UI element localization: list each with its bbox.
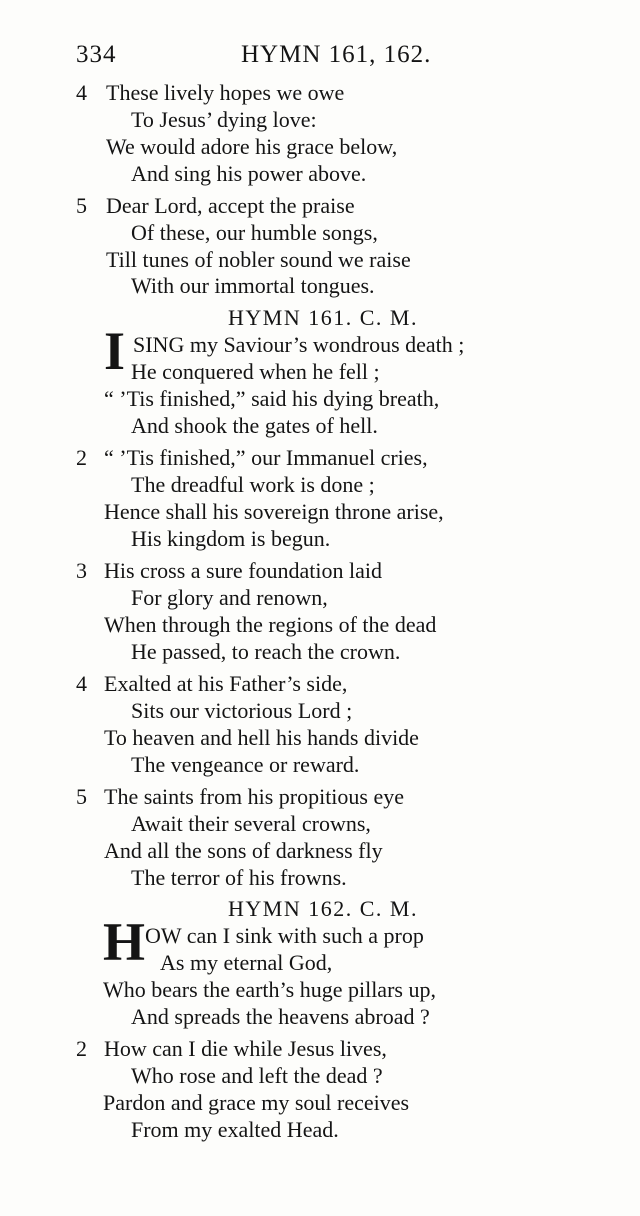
verse-line: We would adore his grace below,: [106, 134, 398, 159]
verse-line: For glory and renown,: [131, 585, 328, 610]
stanza-number: 2: [76, 445, 87, 470]
verse-line: And shook the gates of hell.: [131, 413, 378, 438]
hymn-161-heading: HYMN 161. C. M.: [228, 305, 418, 330]
stanza-number: 5: [76, 784, 87, 809]
verse-line: The dreadful work is done ;: [131, 472, 375, 497]
verse-line: To heaven and hell his hands divide: [104, 725, 419, 750]
verse-line: The saints from his propitious eye: [104, 784, 405, 809]
verse-line: These lively hopes we owe: [106, 80, 345, 105]
hymn-162-heading: HYMN 162. C. M.: [228, 896, 418, 921]
page-number: 334: [76, 41, 117, 68]
verse-line: The vengeance or reward.: [131, 752, 360, 777]
stanza-number: 3: [76, 558, 87, 583]
verse-line: Dear Lord, accept the praise: [106, 193, 355, 218]
verse-line: Pardon and grace my soul receives: [103, 1090, 410, 1115]
verse-line: His cross a sure foundation laid: [104, 558, 382, 583]
running-title: HYMN 161, 162.: [241, 41, 432, 68]
drop-cap: I: [104, 321, 126, 381]
verse-line: Who rose and left the dead ?: [131, 1063, 383, 1088]
verse-line: To Jesus’ dying love:: [131, 107, 317, 132]
verse-line: And all the sons of darkness fly: [104, 838, 383, 863]
verse-line: As my eternal God,: [160, 950, 333, 975]
verse-line: How can I die while Jesus lives,: [104, 1036, 387, 1061]
verse-line: The terror of his frowns.: [131, 865, 347, 890]
verse-line: Hence shall his sovereign throne arise,: [104, 499, 444, 524]
stanza-number: 2: [76, 1036, 87, 1061]
drop-cap: H: [103, 912, 146, 972]
verse-line: He conquered when he fell ;: [131, 359, 380, 384]
verse-line: When through the regions of the dead: [104, 612, 437, 637]
stanza-number: 4: [76, 80, 87, 105]
verse-line: “ ’Tis finished,” our Immanuel cries,: [104, 445, 428, 470]
verse-line: Await their several crowns,: [131, 811, 371, 836]
verse-line: Till tunes of nobler sound we raise: [106, 247, 411, 272]
verse-line: Who bears the earth’s huge pillars up,: [103, 977, 436, 1002]
verse-line: SING my Saviour’s wondrous death ;: [133, 332, 465, 357]
stanza-number: 4: [76, 671, 87, 696]
verse-line: Exalted at his Father’s side,: [104, 671, 348, 696]
verse-line: OW can I sink with such a prop: [145, 923, 424, 948]
running-head: [76, 38, 476, 72]
verse-line: And sing his power above.: [131, 161, 367, 186]
verse-line: His kingdom is begun.: [131, 526, 331, 551]
verse-line: “ ’Tis finished,” said his dying breath,: [104, 386, 440, 411]
verse-line: He passed, to reach the crown.: [131, 639, 401, 664]
verse-line: With our immortal tongues.: [131, 273, 375, 298]
stanza-number: 5: [76, 193, 87, 218]
verse-line: Of these, our humble songs,: [131, 220, 378, 245]
verse-line: And spreads the heavens abroad ?: [131, 1004, 430, 1029]
verse-line: Sits our victorious Lord ;: [131, 698, 353, 723]
verse-line: From my exalted Head.: [131, 1117, 339, 1142]
